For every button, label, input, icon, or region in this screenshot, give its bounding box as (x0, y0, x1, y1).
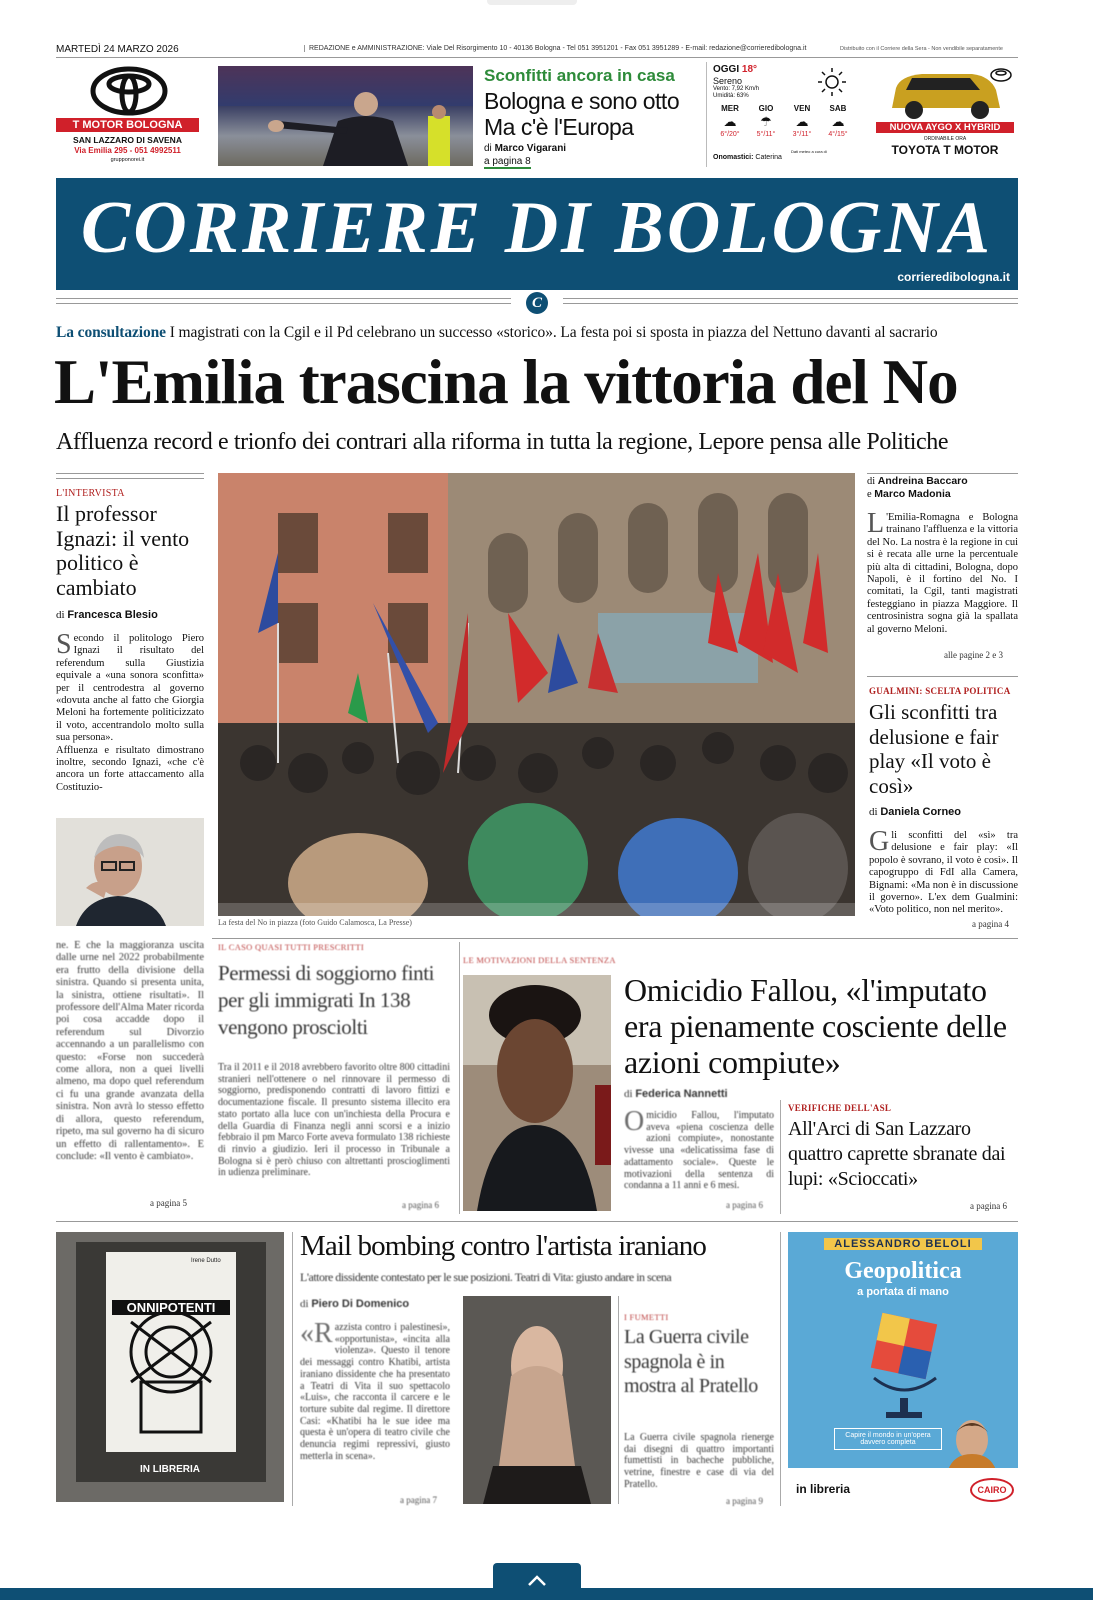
book-author: Irene Dutto (191, 1258, 221, 1264)
lead-subheadline: Affluenza record e trionfo dei contrari alla riforma in tutta la regione, Lepore pensa alle Politiche (56, 429, 949, 455)
lead-photo[interactable] (218, 473, 855, 916)
fallou-author: Federica Nannetti (635, 1088, 728, 1100)
dealer-location: SAN LAZZARO DI SAVENA (73, 135, 182, 145)
mail-byline (300, 1298, 409, 1310)
fumetti-kicker: I FUMETTI (624, 1312, 669, 1322)
weather-credit: Dati meteo a cura di (791, 149, 827, 154)
forecast-day (821, 104, 855, 138)
interview-byline (56, 609, 158, 621)
main-author-1: Andreina Baccaro (877, 475, 968, 487)
dealer-address: Via Emilia 295 - 051 4992511 (74, 146, 181, 155)
mail-author: Piero Di Domenico (311, 1298, 410, 1310)
gualmini-headline[interactable]: Gli sconfitti tra delusione e fair play «Il voto è così» (869, 700, 999, 798)
aygo-dealer: TOYOTA T MOTOR (891, 143, 999, 157)
cloud-sun-icon: ☁ (795, 114, 809, 129)
interview-body-continued: ne. E che la maggioranza uscita dalle urne nel 2022 probabilmente era frutto della divisione della sinistra. Quando si presenta unita, la sinistra, ottiene risultati». Il professore dell'Alma Mater ricorda poi cosa accadde dopo il referendum sul Divorzio accennando a un parallelismo con questo: «Forse non succederà come allora, non a quei livelli almeno, ma dopo quel referendum ci fu una grande avanzata della sinistra. Non avrà lo stesso effetto di allora, questo referendum, ripeto, ma sul governo ha di sicuro un effetto di rallentamento». E conclude: «Il vento è cambiato». (56, 940, 204, 1162)
capre-kicker: VERIFICHE DELL'ASL (788, 1103, 892, 1113)
gualmini-body-text: li sconfitti del «sì» tra delusione e fair play: «Il popolo è sovrano, il voto è così». Il capogruppo di FdI alla Camera, Bignami: «Ma non è in discussione il governo». L'ex dem Gualmini: «Voto politico, non nel merito». (869, 830, 1018, 916)
globe-cube-image (854, 1306, 954, 1426)
lead-summary (56, 324, 1026, 342)
rain-icon: ☂ (760, 114, 772, 129)
forecast-day (749, 104, 783, 138)
weather-wind: Vento: 7,92 Km/h (713, 86, 760, 92)
fallou-kicker: LE MOTIVAZIONI DELLA SENTENZA (463, 955, 616, 965)
dropcap: S (56, 629, 72, 660)
teaser-page-ref[interactable]: a pagina 8 (484, 156, 531, 167)
lead-photo-caption: La festa del No in piazza (foto Guido Calamosca, La Presse) (218, 918, 412, 927)
gualmini-kicker: GUALMINI: SCELTA POLITICA (869, 686, 1011, 696)
weather-humidity: Umidità: 63% (713, 93, 749, 99)
forecast-temp: 4°/15° (828, 131, 848, 138)
toyota-logo-icon (990, 68, 1012, 82)
capre-page-ref[interactable]: a pagina 6 (970, 1201, 1007, 1211)
dropcap: «R (300, 1318, 333, 1349)
masthead-title: CORRIERE DI BOLOGNA (80, 187, 994, 269)
aygo-tagline: ORDINABILE ORA (923, 136, 967, 142)
teaser-headline-1[interactable]: Bologna e sono otto (484, 88, 680, 114)
mail-subheadline: L'attore dissidente contestato per le sue posizioni. Teatri di Vita: giusto andare in scena (300, 1270, 672, 1284)
toyota-logo-icon (89, 66, 169, 116)
masthead-site: corrieredibologna.it (897, 270, 1010, 284)
capre-headline[interactable]: All'Arci di San Lazzaro quattro caprette sbranate dai lupi: «Scioccati» (788, 1118, 1006, 1190)
dropcap: G (869, 826, 890, 857)
masthead[interactable] (56, 178, 1018, 290)
permessi-headline[interactable]: Permessi di soggiorno finti per gli immigrati In 138 vengono prosciolti (218, 961, 435, 1039)
sun-icon (817, 67, 847, 97)
aygo-model: NUOVA AYGO X HYBRID (876, 122, 1014, 133)
forecast-temp: 6°/20° (720, 131, 740, 138)
mail-page-ref[interactable]: a pagina 7 (400, 1495, 437, 1505)
interview-body-2: Affluenza e risultato dimostrano inoltre, secondo Ignazi, «che c'è ancora un forte attaccamento alla Costituzio- (56, 744, 204, 793)
onnipotenti-ad[interactable] (56, 1232, 284, 1502)
lead-headline[interactable]: L'Emilia trascina la vittoria del No (54, 347, 958, 417)
cloud-sun-icon: ☁ (831, 114, 845, 129)
fumetti-headline[interactable]: La Guerra civile spagnola è in mostra al Pratello (624, 1326, 758, 1397)
dealer-site: grupponorei.it (110, 157, 145, 163)
cloud-sun-icon: ☁ (723, 114, 737, 129)
byline-prefix: di (867, 476, 876, 487)
weather-condition: Sereno (713, 76, 743, 86)
fallou-headline[interactable]: Omicidio Fallou, «l'imputato era pienamente cosciente delle azioni compiute» (624, 972, 1007, 1080)
gualmini-author: Daniela Corneo (880, 806, 961, 818)
gualmini-body (869, 826, 1018, 917)
main-body (867, 508, 1018, 636)
lead-summary-text: I magistrati con la Cgil e il Pd celebrano un successo «storico». La festa poi si sposta in piazza del Nettuno davanti al sacrario (169, 324, 938, 341)
book2-author: ALESSANDRO BELOLI (824, 1238, 982, 1250)
forecast-day-label: MER (721, 104, 739, 113)
toyota-dealer-ad[interactable] (56, 62, 201, 167)
teaser-headline-2[interactable]: Ma c'è l'Europa (484, 114, 634, 140)
scroll-up-button[interactable] (493, 1563, 581, 1593)
mail-photo[interactable] (463, 1296, 611, 1504)
teaser-author: Marco Vigarani (494, 143, 567, 154)
weather-today-temp: 18° (741, 64, 758, 75)
book-store: IN LIBRERIA (140, 1464, 200, 1475)
mail-body (300, 1318, 450, 1462)
mail-body-text: azzista contro i palestinesi», «opportunista», «incita alla violenza». Questo il tenore dei messaggi contro Khatibi, artista iraniano dissidente che ha presentato a Teatri di Vita il suo spettacolo «Luis», che racconta il carcere e le torture subite dal regime. Il direttore Casi: «Khatibi ha le sue idee ma questa è un'opera di teatro civile che denuncia regimi repressivi, giusto metterla in scena». (300, 1322, 450, 1462)
book-title: ONNIPOTENTI (112, 1300, 230, 1315)
aygo-ad[interactable] (872, 62, 1018, 167)
editorial-info: REDAZIONE e AMMINISTRAZIONE: Viale Del Risorgimento 10 - 40136 Bologna - Tel 051 3951201 - Fax 051 3951289 - E-mail: redazione@corrieredibologna.it (304, 45, 806, 52)
main-author-2: Marco Madonia (874, 488, 951, 500)
fallou-photo[interactable] (463, 975, 611, 1211)
permessi-page-ref[interactable]: a pagina 6 (402, 1200, 439, 1210)
forecast-day-label: GIO (758, 104, 774, 113)
fumetti-page-ref[interactable]: a pagina 9 (726, 1496, 763, 1506)
interview-kicker: L'INTERVISTA (56, 488, 125, 499)
weather-box (706, 62, 863, 167)
interview-page-ref[interactable]: a pagina 5 (150, 1198, 187, 1208)
weather-today-label: OGGI (713, 64, 740, 75)
byline-prefix: di (300, 1298, 309, 1310)
book2-subtitle: a portata di mano (857, 1286, 949, 1298)
dropcap: O (624, 1106, 645, 1137)
interview-headline[interactable]: Il professor Ignazi: il vento politico è cambiato (56, 501, 190, 600)
dealer-name: T MOTOR BOLOGNA (56, 118, 199, 132)
issue-date: MARTEDÌ 24 MARZO 2026 (56, 44, 179, 55)
distribution-note: Distribuito con il Corriere della Sera - Non vendibile separatamente (840, 46, 1003, 52)
byline-prefix: di (56, 609, 65, 621)
forecast-temp: 5°/11° (756, 131, 776, 138)
gualmini-page-ref[interactable]: a pagina 4 (972, 919, 1009, 929)
forecast-day-label: SAB (829, 104, 847, 113)
interview-author: Francesca Blesio (67, 609, 158, 621)
book2-title: Geopolitica (844, 1258, 962, 1284)
author-portrait (944, 1414, 1000, 1470)
byline-prefix: di (484, 143, 492, 154)
forecast-temp: 3°/11° (792, 131, 812, 138)
interview-body (56, 629, 204, 794)
logo-c-icon: C (526, 292, 548, 314)
byline-prefix: di (869, 806, 878, 818)
forecast-day (713, 104, 747, 138)
dropcap: L (867, 508, 885, 539)
cairo-logo: CAIRO (970, 1478, 1014, 1502)
fallou-body (624, 1106, 774, 1192)
teaser-byline (484, 143, 566, 154)
onomastici-label: Onomastici: (713, 154, 754, 161)
onomastici-name: Caterina (755, 154, 782, 161)
top-tab[interactable] (487, 0, 577, 5)
geopolitica-ad[interactable] (788, 1232, 1018, 1506)
forecast-day (785, 104, 819, 138)
fallou-body-text: micidio Fallou, l'imputato aveva «piena coscienza delle azioni compiute», nonostante vivesse una «delicatissima fase di adattamento sociale». Queste le motivazioni della sentenza di condanna a 11 anni e 6 mesi. (624, 1110, 774, 1192)
permessi-kicker: IL CASO QUASI TUTTI PRESCRITTI (218, 942, 364, 952)
fallou-byline (624, 1088, 728, 1100)
book2-blurb: Capire il mondo in un'opera davvero completa (834, 1428, 942, 1450)
forecast-day-label: VEN (793, 104, 811, 113)
chevron-up-icon (493, 1563, 581, 1593)
main-body-text: 'Emilia-Romagna e Bologna trainano l'affluenza e la vittoria del No. La nostra è la regione in cui si è recata alle urne la percentuale più alta di cittadini, Bologna, dopo Napoli, è il fortino del No. I comitati, la Cgil, tanti magistrati festeggiano in piazza Maggiore. Il centrosinistra sogna già la spallata al governo Meloni. (867, 512, 1018, 635)
lead-kicker: La consultazione (56, 324, 166, 341)
mail-headline[interactable]: Mail bombing contro l'artista iraniano (300, 1230, 706, 1262)
main-page-ref[interactable]: alle pagine 2 e 3 (944, 650, 1003, 660)
fumetti-body: La Guerra civile spagnola rienerge dai disegni di quattro importanti fumettisti in bacheche pubbliche, vetrine, finestre e case di via del Pratello. (624, 1432, 774, 1490)
fallou-page-ref[interactable]: a pagina 6 (726, 1200, 763, 1210)
teaser-kicker: Sconfitti ancora in casa (484, 66, 675, 85)
ignazi-photo[interactable] (56, 818, 204, 926)
byline-conj: e (867, 489, 872, 500)
permessi-body: Tra il 2011 e il 2018 avrebbero favorito oltre 800 cittadini stranieri nell'ottenere o nel rinnovare il permesso di soggiorno, predisponendo contratti di lavoro fittizi e documentazione fiscale. Il presunto sistema illecito era stato portato alla luce con un'inchiesta della Procura e della Guardia di Finanza negli anni scorsi e a inizio febbraio il pm Marco Forte aveva formulato 138 richieste di rinvio a giudizio. Ieri il processo in Tribunale a Bologna si è però chiuso con altrettanti proscioglimenti in udienza preliminare. (218, 1062, 450, 1179)
teaser-photo[interactable] (218, 66, 473, 166)
interview-body-1: econdo il politologo Piero Ignazi il risultato del referendum sulla Giustizia equivale a «una sonora sconfitta» per il centrodestra al governo «dovuta anche al fatto che Giorgia Meloni ha fortemente politicizzato il voto, accentrandolo molto sulla sua persona». (56, 633, 204, 744)
byline-prefix: di (624, 1088, 633, 1100)
book2-store: in libreria (796, 1482, 851, 1496)
main-byline (867, 475, 1018, 501)
gualmini-byline (869, 806, 961, 818)
